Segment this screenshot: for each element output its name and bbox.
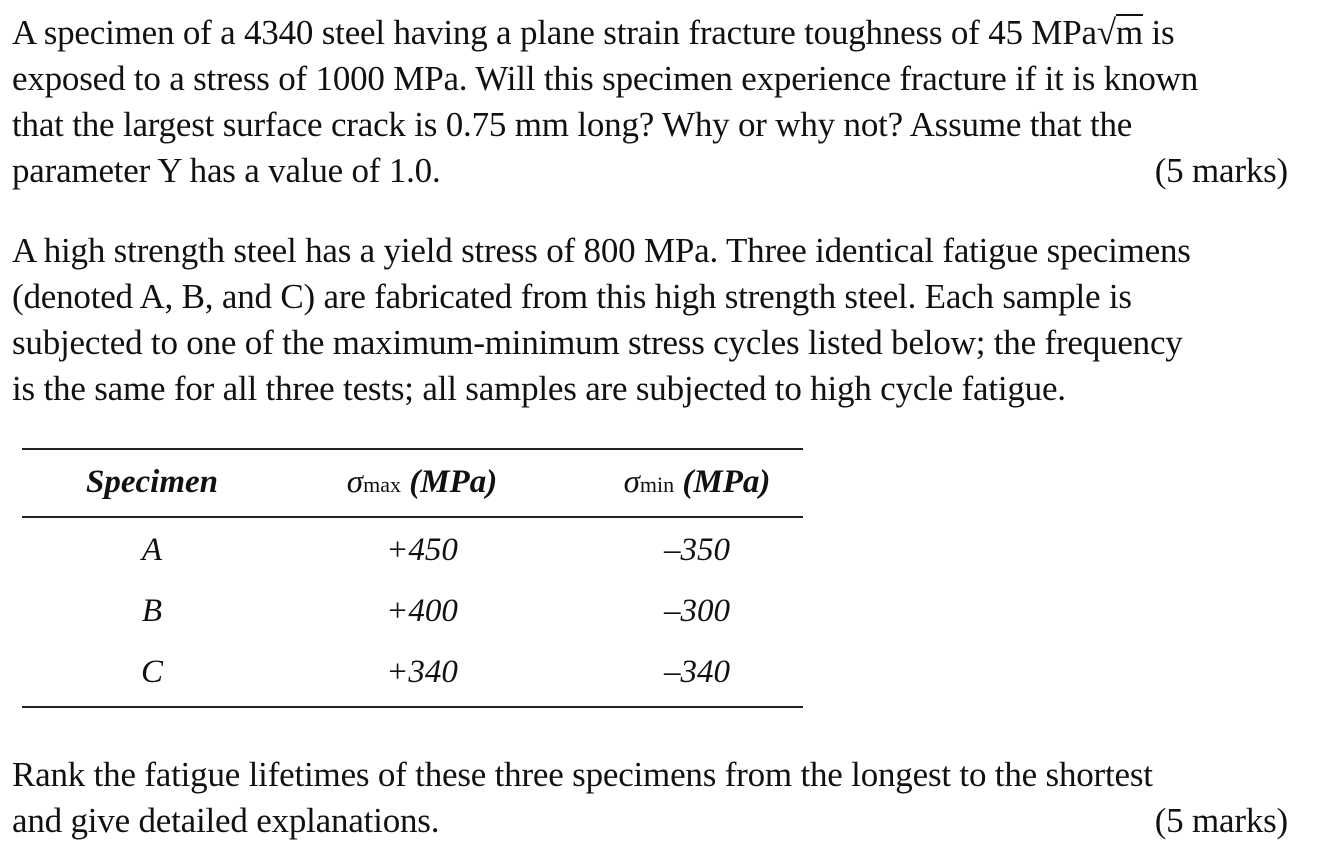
table-header-rule [22,516,803,518]
table-row-b-specimen: B [141,593,163,629]
sqrt-m-expression [1097,10,1143,56]
question-3-paragraph [12,752,1292,844]
question-1-line-4-row [12,148,1292,194]
question-2-line-4: is the same for all three tests; all samples are subjected to high cycle fatigue. [12,369,1066,408]
table-row-b-max: +400 [386,593,458,629]
header-specimen: Specimen [86,464,218,500]
table-row-a-min: –350 [664,532,730,568]
table-row-c-max: +340 [386,654,458,690]
table-row-a-max: +450 [386,532,458,568]
sigma-max-symbol: σ [346,464,364,500]
sigma-min-subscript: min [639,472,675,497]
question-1-marks: (5 marks) [1154,151,1288,190]
sigma-min-symbol: σ [623,464,640,500]
question-1-line-1 [12,10,1292,56]
question-1-line-4: parameter Y has a value of 1.0. [12,151,441,190]
table-row-c-min: –340 [664,654,730,690]
question-3-line-2: and give detailed explanations. [12,801,440,840]
question-1-line-2: exposed to a stress of 1000 MPa. Will this specimen experience fracture if it is known [12,59,1199,98]
sigma-max-subscript: max [363,472,401,497]
sqrt-argument: m [1115,13,1143,52]
question-3-marks: (5 marks) [1154,801,1288,840]
table-row-c-specimen: C [140,654,163,690]
question-2-line-2: (denoted A, B, and C) are fabricated from this high strength steel. Each sample is [12,277,1132,316]
header-sigma-min [567,464,827,501]
table-row-a-specimen: A [141,532,163,568]
header-sigma-max [292,464,552,501]
question-1-paragraph [12,10,1292,194]
question-1-line-1-suffix: is [1142,13,1175,52]
table-row-b-min: –300 [664,593,730,629]
question-1-line-1-text: A specimen of a 4340 steel having a plane strain fracture toughness of 45 MPa [12,13,1097,52]
question-3-line-2-row [12,798,1292,844]
table-bottom-rule [22,706,803,708]
question-1-line-3: that the largest surface crack is 0.75 mm long? Why or why not? Assume that the [12,105,1133,144]
fatigue-stress-table [22,448,803,708]
sigma-max-unit: (MPa) [400,464,498,500]
question-2-paragraph [12,228,1292,412]
question-3-line-1: Rank the fatigue lifetimes of these three specimens from the longest to the shortest [12,755,1153,794]
sqrt-symbol: √ [1096,13,1116,52]
question-2-line-1: A high strength steel has a yield stress of 800 MPa. Three identical fatigue specimens [12,231,1191,270]
table-top-rule [22,448,803,450]
question-2-line-3: subjected to one of the maximum-minimum stress cycles listed below; the frequency [12,323,1183,362]
sigma-min-unit: (MPa) [674,464,771,500]
